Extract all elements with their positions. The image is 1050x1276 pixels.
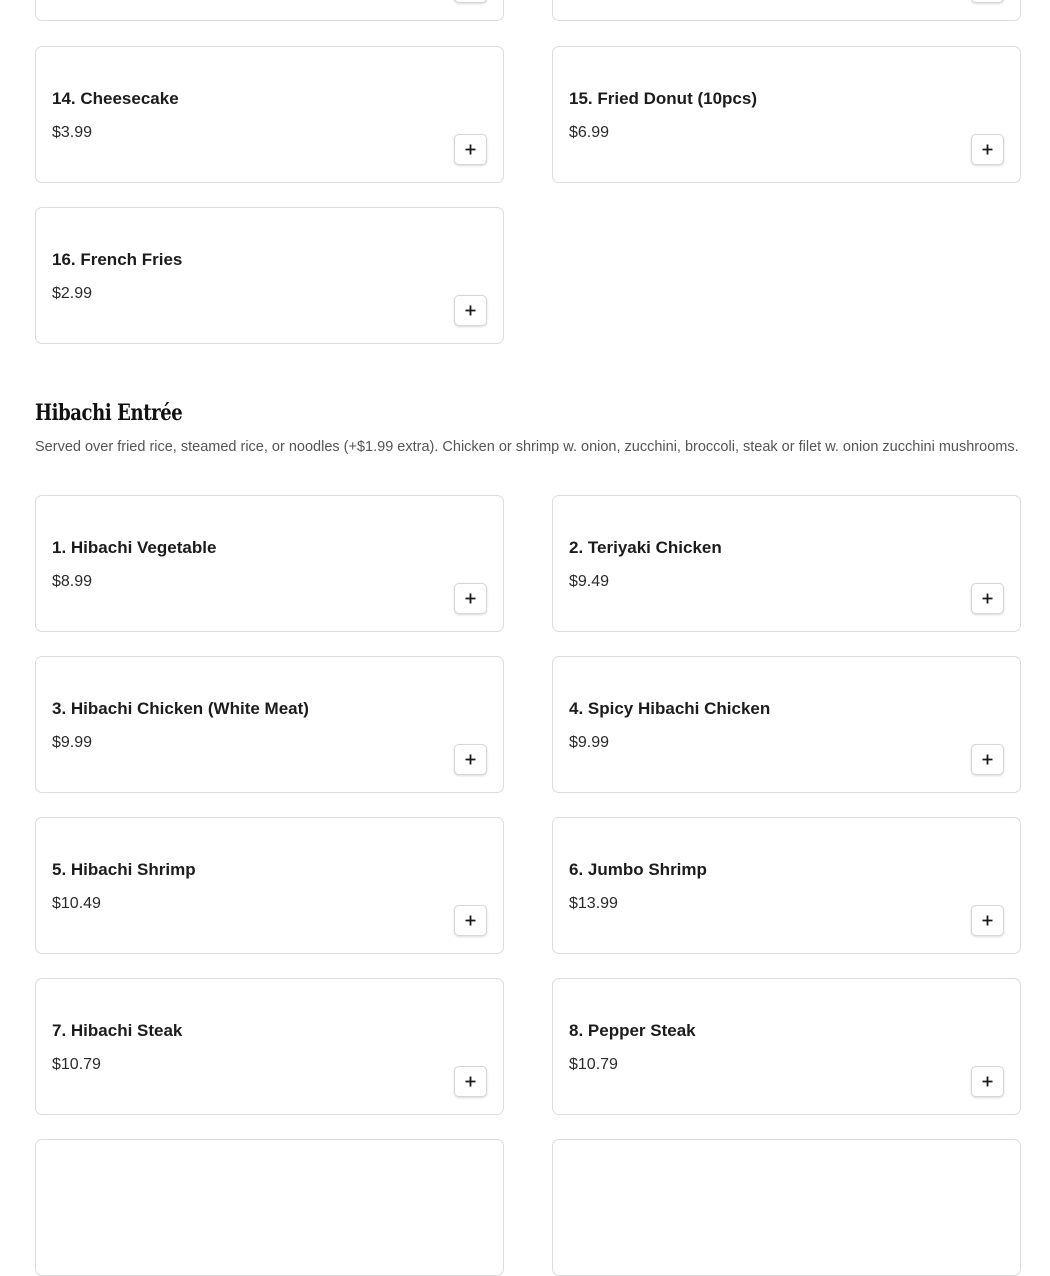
item-name: 14. Cheesecake bbox=[52, 89, 179, 108]
item-price: $6.99 bbox=[569, 124, 610, 141]
item-name: 16. French Fries bbox=[52, 250, 183, 269]
menu-item-card[interactable] bbox=[552, 656, 1021, 793]
plus-icon bbox=[465, 915, 476, 926]
menu-item-card[interactable] bbox=[35, 1139, 504, 1276]
menu-item-card[interactable] bbox=[552, 46, 1021, 183]
item-name: 8. Pepper Steak bbox=[569, 1021, 696, 1040]
section-description: Served over fried rice, steamed rice, or noodles (+$1.99 extra). Chicken or shrimp w. onion, zucchini, broccoli, steak or filet w. onion zucchini mushrooms. bbox=[35, 439, 1019, 455]
menu-item-card[interactable] bbox=[35, 495, 504, 632]
add-to-cart-button[interactable] bbox=[454, 905, 487, 936]
section-title: Hibachi Entrée bbox=[35, 400, 183, 426]
item-price: $8.99 bbox=[52, 573, 93, 590]
item-price: $10.79 bbox=[569, 1056, 618, 1073]
plus-icon bbox=[465, 593, 476, 604]
plus-icon bbox=[465, 305, 476, 316]
item-name: 7. Hibachi Steak bbox=[52, 1021, 183, 1040]
plus-icon bbox=[982, 593, 993, 604]
add-to-cart-button[interactable] bbox=[971, 1066, 1004, 1097]
add-to-cart-button[interactable] bbox=[454, 134, 487, 165]
add-to-cart-button[interactable] bbox=[971, 134, 1004, 165]
plus-icon bbox=[982, 915, 993, 926]
item-price: $13.99 bbox=[569, 895, 618, 912]
item-price: $10.79 bbox=[52, 1056, 101, 1073]
menu-item-card[interactable] bbox=[552, 495, 1021, 632]
add-to-cart-button[interactable] bbox=[971, 905, 1004, 936]
menu-item-card[interactable] bbox=[552, 817, 1021, 954]
item-name: 3. Hibachi Chicken (White Meat) bbox=[52, 699, 309, 718]
add-to-cart-button[interactable] bbox=[454, 0, 487, 3]
plus-icon bbox=[465, 1076, 476, 1087]
menu-item-card[interactable] bbox=[35, 817, 504, 954]
item-name: 2. Teriyaki Chicken bbox=[569, 538, 722, 557]
item-name: 5. Hibachi Shrimp bbox=[52, 860, 196, 879]
menu-item-card[interactable] bbox=[35, 656, 504, 793]
add-to-cart-button[interactable] bbox=[971, 0, 1004, 3]
item-price: $2.99 bbox=[52, 285, 93, 302]
item-price: $9.99 bbox=[52, 734, 93, 751]
add-to-cart-button[interactable] bbox=[971, 744, 1004, 775]
item-name: 6. Jumbo Shrimp bbox=[569, 860, 707, 879]
item-price: $10.49 bbox=[52, 895, 101, 912]
add-to-cart-button[interactable] bbox=[454, 295, 487, 326]
add-to-cart-button[interactable] bbox=[454, 1066, 487, 1097]
plus-icon bbox=[982, 754, 993, 765]
plus-icon bbox=[982, 1076, 993, 1087]
menu-item-card[interactable] bbox=[552, 0, 1021, 21]
add-to-cart-button[interactable] bbox=[454, 583, 487, 614]
item-price: $3.99 bbox=[52, 124, 93, 141]
item-name: 1. Hibachi Vegetable bbox=[52, 538, 217, 557]
plus-icon bbox=[465, 754, 476, 765]
menu-item-card[interactable] bbox=[35, 0, 504, 21]
menu-item-card[interactable] bbox=[552, 1139, 1021, 1276]
item-name: 15. Fried Donut (10pcs) bbox=[569, 89, 757, 108]
add-to-cart-button[interactable] bbox=[454, 744, 487, 775]
item-price: $9.49 bbox=[569, 573, 610, 590]
item-name: 4. Spicy Hibachi Chicken bbox=[569, 699, 771, 718]
menu-item-card[interactable] bbox=[35, 978, 504, 1115]
menu-item-card[interactable] bbox=[35, 207, 504, 344]
plus-icon bbox=[465, 144, 476, 155]
plus-icon bbox=[982, 144, 993, 155]
item-price: $9.99 bbox=[569, 734, 610, 751]
menu-item-card[interactable] bbox=[35, 46, 504, 183]
menu-item-card[interactable] bbox=[552, 978, 1021, 1115]
add-to-cart-button[interactable] bbox=[971, 583, 1004, 614]
